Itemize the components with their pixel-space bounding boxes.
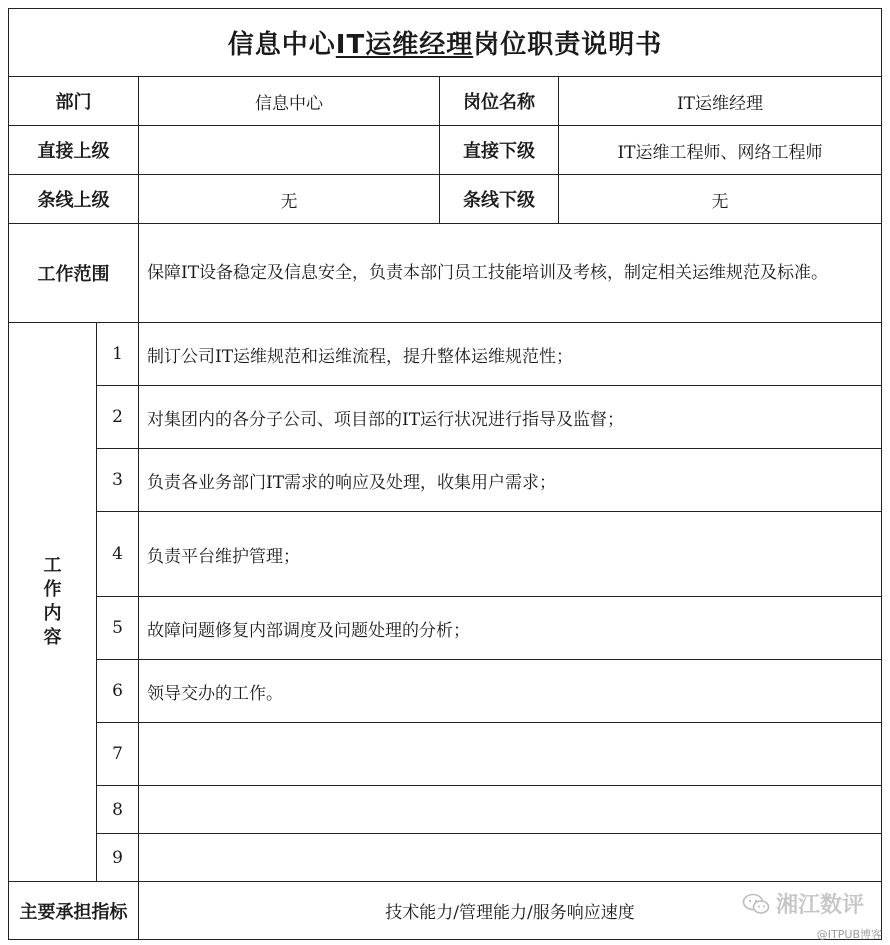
department-label: 部门 [8,76,139,126]
position-name-label: 岗位名称 [439,76,559,126]
line-superior-value: 无 [138,174,440,224]
item-number: 6 [96,659,139,723]
position-name-value: IT运维经理 [558,76,882,126]
job-description-table [8,8,882,940]
direct-superior-label: 直接上级 [8,125,139,175]
document-title [8,8,882,77]
item-text: 故障问题修复内部调度及问题处理的分析； [138,596,882,660]
item-text: 负责各业务部门IT需求的响应及处理，收集用户需求； [138,448,882,512]
work-content-char: 内 [43,603,62,624]
work-content-char: 工 [43,555,62,576]
item-number: 5 [96,596,139,660]
direct-superior-value [138,125,440,175]
item-number: 7 [96,722,139,786]
item-number: 2 [96,385,139,449]
watermark-name: 湘江数评 [775,893,864,918]
item-text [138,833,882,882]
item-number: 8 [96,785,139,834]
wechat-icon [742,893,770,915]
department-value: 信息中心 [138,76,440,126]
line-subordinate-label: 条线下级 [439,174,559,224]
line-subordinate-value: 无 [558,174,882,224]
title-suffix: 岗位职责说明书 [473,30,663,60]
direct-subordinate-value: IT运维工程师、网络工程师 [558,125,882,175]
kpi-value: 技术能力/管理能力/服务响应速度 [138,881,882,940]
watermark [742,888,882,941]
title-prefix: 信息中心 [227,30,336,60]
item-text: 制订公司IT运维规范和运维流程，提升整体运维规范性； [138,322,882,386]
kpi-label: 主要承担指标 [8,881,139,940]
item-number: 3 [96,448,139,512]
work-scope-text: 保障IT设备稳定及信息安全，负责本部门员工技能培训及考核，制定相关运维规范及标准。 [138,223,882,323]
title-underlined: IT运维经理 [335,30,474,60]
item-text [138,785,882,834]
line-superior-label: 条线上级 [8,174,139,224]
work-content-char: 作 [43,579,62,600]
item-text [138,722,882,786]
watermark-source: @ITPUB博客 [816,928,882,941]
item-text: 对集团内的各分子公司、项目部的IT运行状况进行指导及监督； [138,385,882,449]
direct-subordinate-label: 直接下级 [439,125,559,175]
item-text: 领导交办的工作。 [138,659,882,723]
work-content-label [8,322,97,882]
item-text: 负责平台维护管理； [138,511,882,597]
item-number: 4 [96,511,139,597]
item-number: 9 [96,833,139,882]
work-content-char: 容 [43,627,62,648]
item-number: 1 [96,322,139,386]
work-scope-label: 工作范围 [8,223,139,323]
